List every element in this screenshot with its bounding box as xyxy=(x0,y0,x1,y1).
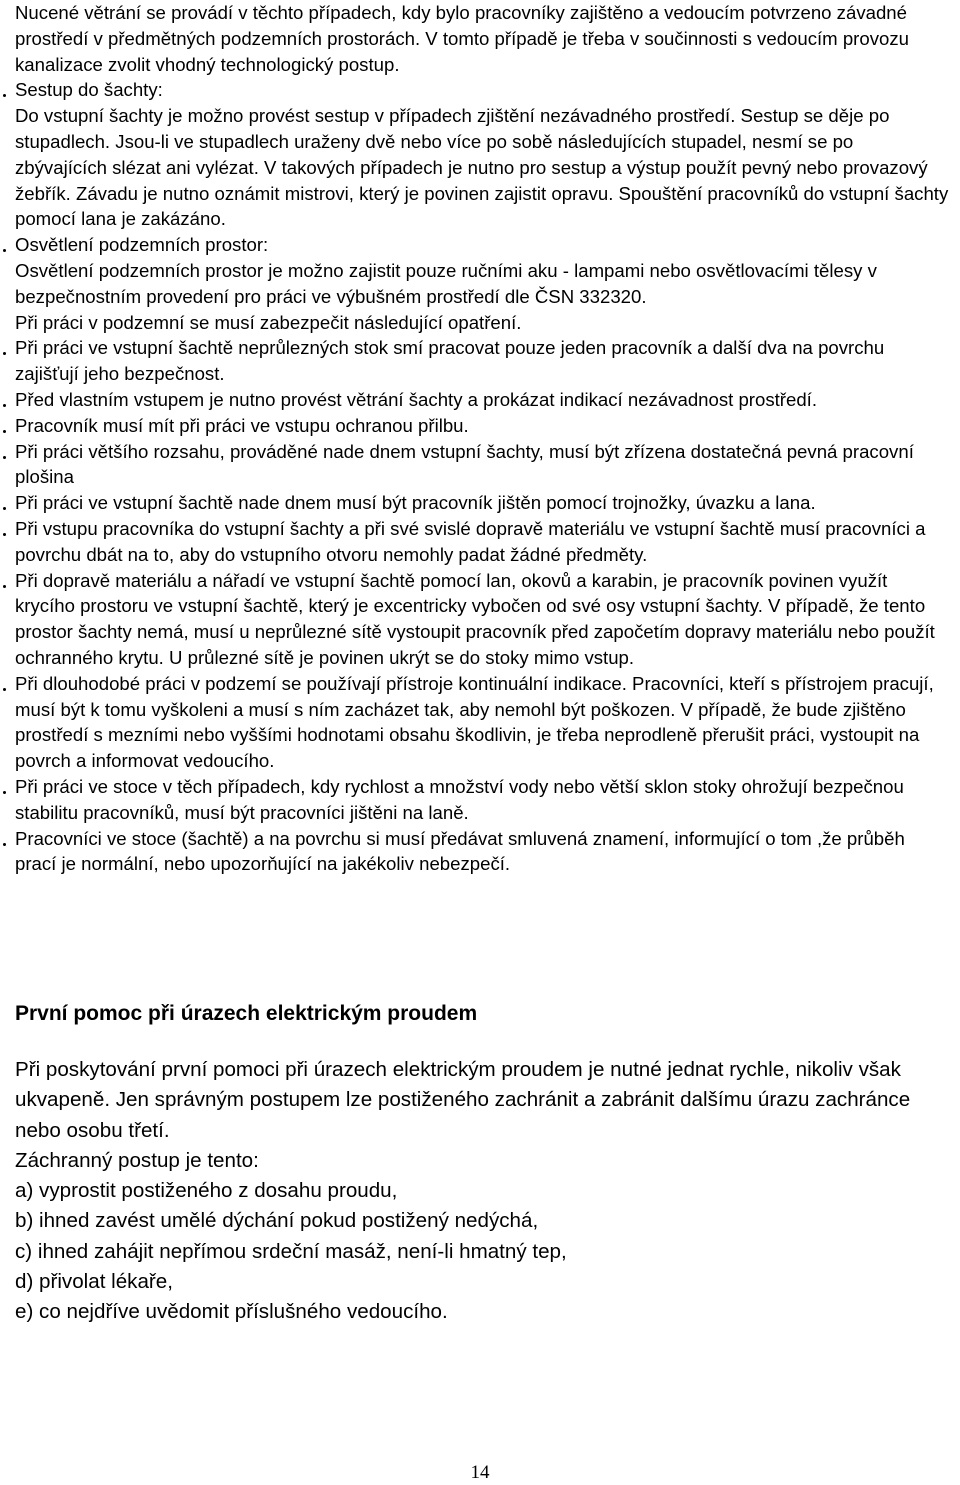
procedure-step: b) ihned zavést umělé dýchání pokud postižený nedýchá, xyxy=(15,1209,539,1233)
procedure-step: e) co nejdříve uvědomit příslušného vedoucího. xyxy=(15,1300,448,1324)
bullet-icon xyxy=(3,688,6,691)
list-item: Pracovník musí mít při práci ve vstupu ochranou přilbu. xyxy=(15,413,950,439)
list-item: Před vlastním vstupem je nutno provést větrání šachty a prokázat indikací nezávadnost prostředí. xyxy=(15,387,950,413)
lighting-paragraph: Osvětlení podzemních prostor je možno zajistit pouze ručními aku - lampami nebo osvětlovacími tělesy v bezpečnostním provedení pro práci ve výbušném prostředí dle ČSN 332320. xyxy=(15,259,877,307)
list-item: Při práci ve vstupní šachtě neprůlezných stok smí pracovat pouze jeden pracovník a další dva na povrchu zajišťují jeho bezpečnost. xyxy=(15,335,950,387)
bullet-icon xyxy=(3,791,6,794)
list-item: Při práci ve stoce v těch případech, kdy rychlost a množství vody nebo větší sklon stoky ohrožují bezpečnou stabilitu pracovníků, musí být pracovníci jištěni na laně. xyxy=(15,774,950,826)
list-item: Pracovníci ve stoce (šachtě) a na povrchu si musí předávat smluvená znamení, informující o tom ,že průběh prací je normální, nebo upozorňující na jakékoliv nebezpečí. xyxy=(15,826,950,878)
lighting-heading xyxy=(15,232,950,258)
bullet-icon xyxy=(3,585,6,588)
procedure-step: d) přivolat lékaře, xyxy=(15,1270,173,1294)
list-item: Při dopravě materiálu a nářadí ve vstupní šachtě pomocí lan, okovů a karabin, je pracovník povinen využít krycího prostoru ve vstupní šachtě, který je excentricky vybočen od své osy vstupní šachty. V případě, že tento prostor šachty nemá, musí u neprůlezné sítě vystoupit pracovník před započetím dopravy materiálu nebo použít ochranného krytu. U průlezné sítě je povinen ukrýt se do stoky mimo vstup. xyxy=(15,568,950,671)
first-aid-paragraph: Při poskytování první pomoci při úrazech elektrickým proudem je nutné jednat rychle, nikoliv však ukvapeně. Jen správným postupem lze postiženého zachránit a zabránit dalšímu úrazu zachránce nebo osobu třetí. xyxy=(15,1058,911,1142)
ventilation-paragraph: Nucené větrání se provádí v těchto případech, kdy bylo pracovníky zajištěno a vedoucím potvrzeno závadné prostředí v předmětných podzemních prostorách. V tomto případě je třeba v součinnosti s vedoucím provozu kanalizace zvolit vhodný technologický postup. xyxy=(15,2,909,75)
descent-paragraph: Do vstupní šachty je možno provést sestup v případech zjištění nezávadného prostředí. Sestup se děje po stupadlech. Jsou-li ve stupadlech uraženy dvě nebo více po sobě následujících stupadel, nesmí se po zbývajících slézat ani vylézat. V takových případech je nutno pro sestup a výstup použít pevný nebo provazový žebřík. Závadu je nutno oznámit mistrovi, který je povinen zajistit opravu. Spouštění pracovníků do vstupní šachty pomocí lana je zakázáno. xyxy=(15,105,949,230)
procedure-step: c) ihned zahájit nepřímou srdeční masáž, není-li hmatný tep, xyxy=(15,1239,567,1263)
list-item: Při dlouhodobé práci v podzemí se používají přístroje kontinuální indikace. Pracovníci, kteří s přístrojem pracují, musí být k tomu vyškoleni a musí s ním zacházet tak, aby nemohl být poškozen. V případě, že bude zjištěno prostředí s mezními nebo vyššími hodnotami obsahu škodlivin, je třeba neprodleně přerušit práci, vystoupit na povrch a informovat vedoucího. xyxy=(15,671,950,774)
safety-measures-section xyxy=(15,0,950,877)
bullet-icon xyxy=(3,843,6,846)
bullet-icon xyxy=(3,94,6,97)
procedure-intro: Záchranný postup je tento: xyxy=(15,1148,259,1172)
bullet-icon xyxy=(3,456,6,459)
first-aid-section xyxy=(15,1055,950,1328)
procedure-step: a) vyprostit postiženého z dosahu proudu, xyxy=(15,1179,398,1203)
list-item: Při vstupu pracovníka do vstupní šachty a při své svislé dopravě materiálu ve vstupní šachtě musí pracovníci a povrchu dbát na to, aby do vstupního otvoru nemohly padat žádné předměty. xyxy=(15,516,950,568)
list-item: Při práci ve vstupní šachtě nade dnem musí být pracovník jištěn pomocí trojnožky, úvazku a lana. xyxy=(15,490,950,516)
bullet-icon xyxy=(3,533,6,536)
bullet-icon xyxy=(3,507,6,510)
bullet-icon xyxy=(3,404,6,407)
descent-title: Sestup do šachty: xyxy=(15,79,163,101)
measures-intro: Při práci v podzemní se musí zabezpečit následující opatření. xyxy=(15,311,522,333)
bullet-icon xyxy=(3,352,6,355)
bullet-icon xyxy=(3,430,6,433)
list-item: Při práci většího rozsahu, prováděné nade dnem vstupní šachty, musí být zřízena dostatečná pevná pracovní plošina xyxy=(15,439,950,491)
descent-heading xyxy=(15,77,950,103)
lighting-title: Osvětlení podzemních prostor: xyxy=(15,234,269,256)
page-number: 14 xyxy=(470,1462,490,1483)
bullet-icon xyxy=(3,249,6,252)
section-heading: První pomoc při úrazech elektrickým proudem xyxy=(15,1002,478,1025)
